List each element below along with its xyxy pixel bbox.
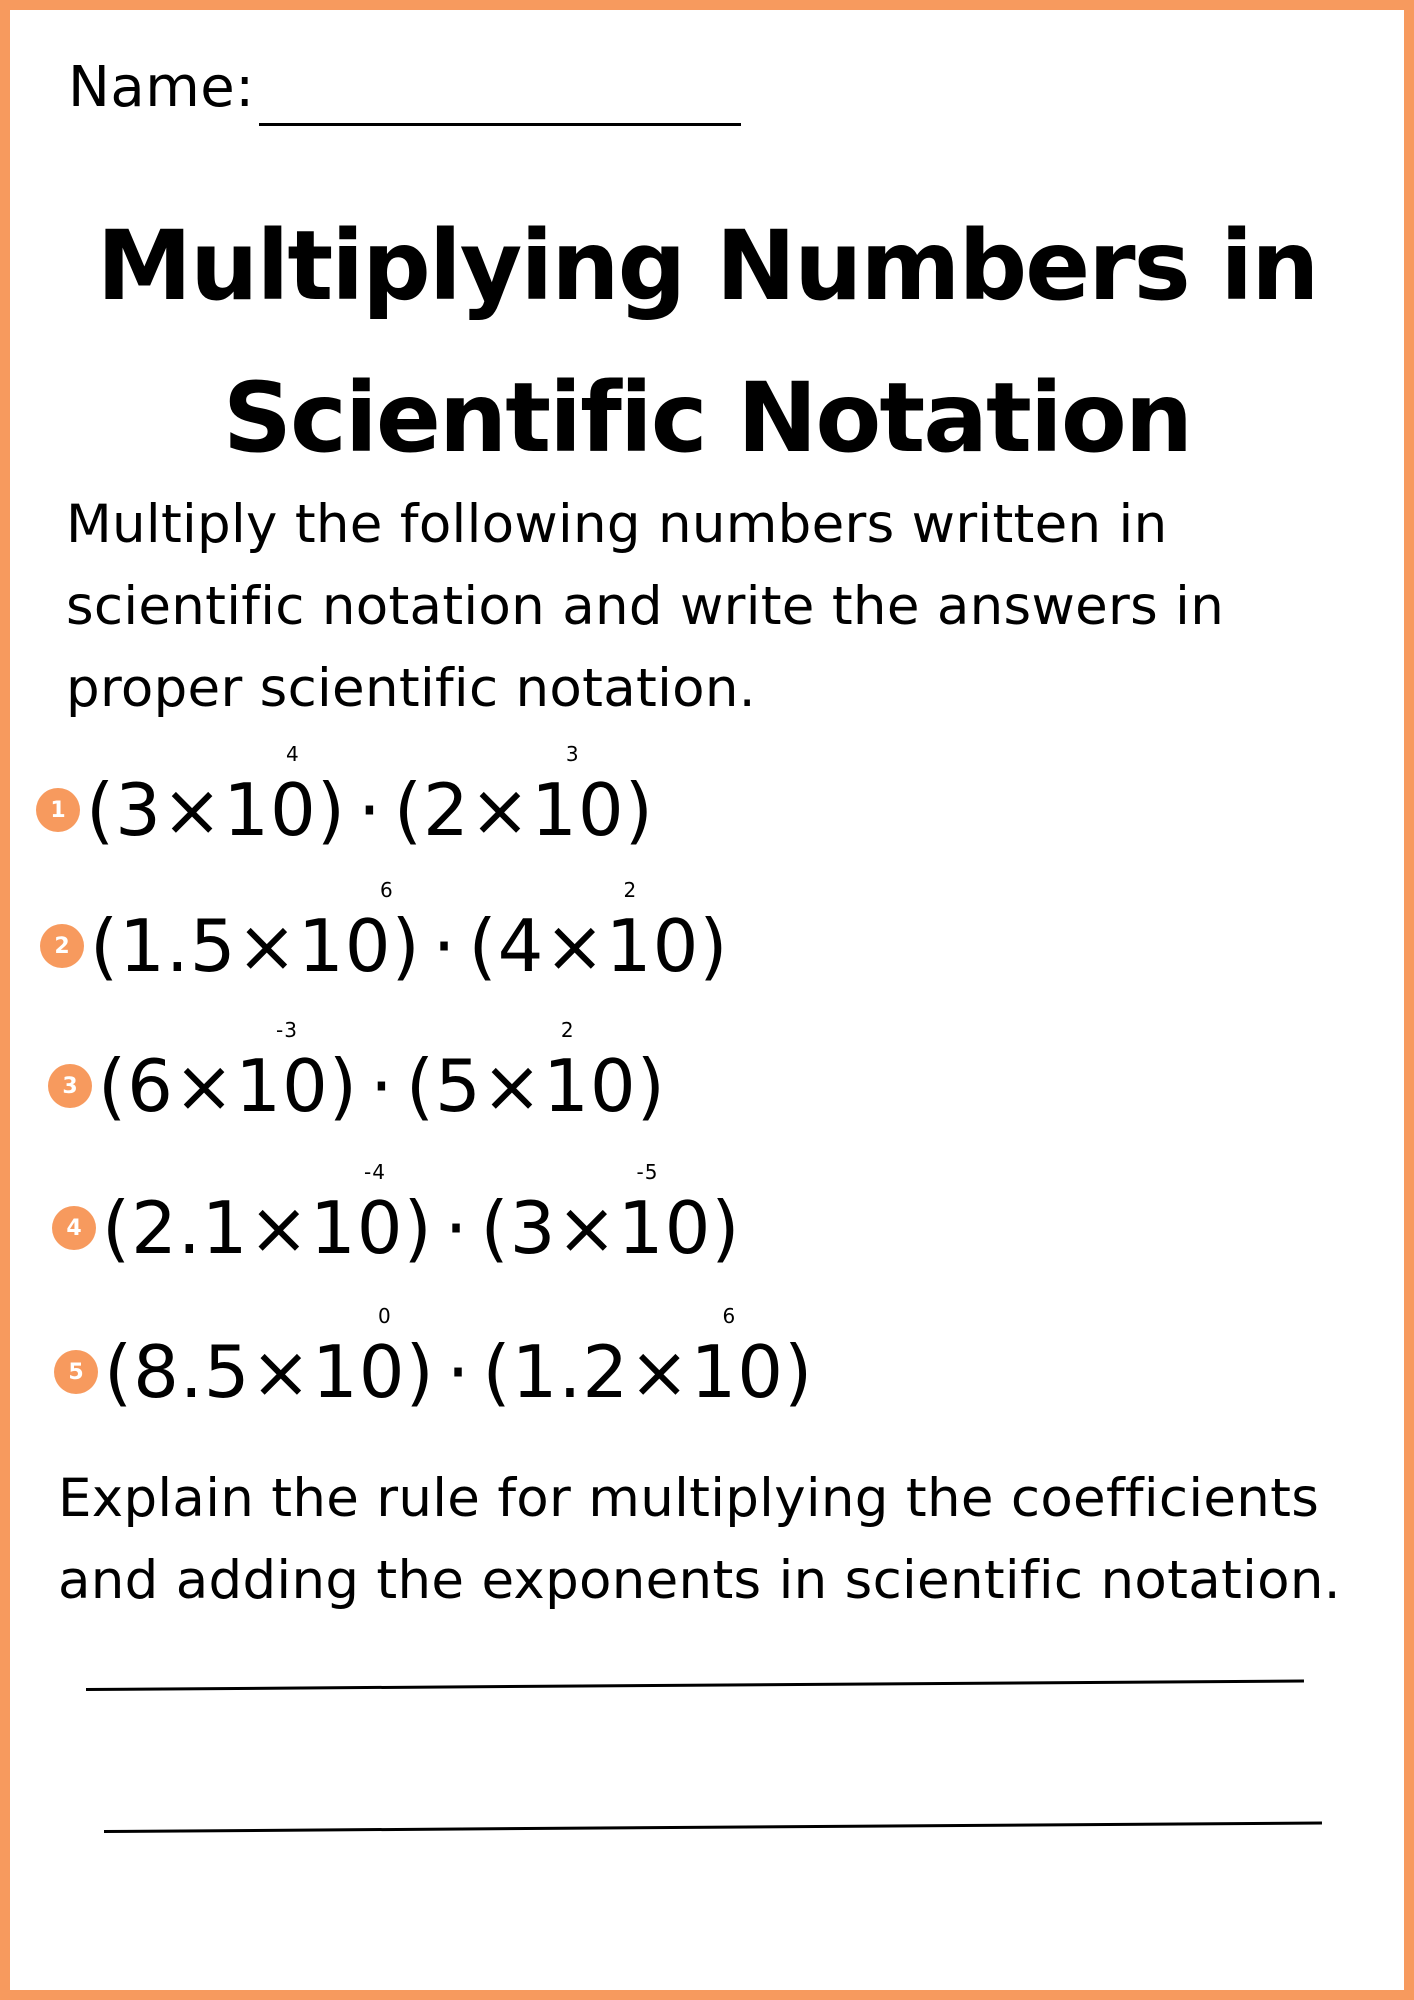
multiply-dot: · [446, 1330, 471, 1414]
problem-expression [86, 742, 654, 852]
problem-4 [52, 1160, 741, 1270]
factor-b [468, 878, 729, 988]
coefficient: 1.5 [119, 904, 237, 988]
close-paren: ) [328, 1044, 358, 1128]
factor-b [405, 1018, 666, 1128]
open-paren: ( [102, 1186, 132, 1270]
exponent: 4 [286, 742, 300, 766]
times-ten: ×10 [161, 768, 317, 852]
times-ten: ×10 [556, 1186, 712, 1270]
problem-3 [48, 1018, 666, 1128]
coefficient: 2 [422, 768, 470, 852]
problem-expression [90, 878, 729, 988]
open-paren: ( [468, 904, 498, 988]
times-ten: ×10 [544, 904, 700, 988]
exponent: 2 [560, 1018, 575, 1042]
close-paren: ) [784, 1330, 814, 1414]
exponent: 0 [378, 1304, 392, 1328]
title-line-2: Scientific Notation [222, 362, 1192, 474]
times-ten: ×10 [629, 1330, 785, 1414]
coefficient: 6 [127, 1044, 174, 1128]
exponent: -5 [636, 1160, 659, 1184]
problem-expression [102, 1160, 741, 1270]
times-ten: ×10 [250, 1330, 406, 1414]
factor-a [98, 1018, 358, 1128]
coefficient: 8.5 [133, 1330, 251, 1414]
coefficient: 4 [497, 904, 545, 988]
problem-number-badge: 3 [48, 1064, 92, 1108]
close-paren: ) [699, 904, 729, 988]
factor-b [480, 1160, 741, 1270]
open-paren: ( [104, 1330, 134, 1414]
close-paren: ) [391, 904, 421, 988]
answer-line-1[interactable] [86, 1679, 1304, 1691]
problem-1 [36, 742, 654, 852]
problem-number-badge: 4 [52, 1206, 96, 1250]
open-paren: ( [90, 904, 120, 988]
name-label: Name: [68, 55, 255, 120]
close-paren: ) [405, 1330, 435, 1414]
coefficient: 5 [434, 1044, 482, 1128]
name-row [68, 55, 741, 120]
coefficient: 3 [509, 1186, 557, 1270]
coefficient: 3 [115, 768, 162, 852]
exponent: 3 [565, 742, 580, 766]
answer-line-2[interactable] [104, 1821, 1322, 1833]
problem-number-badge: 5 [54, 1350, 98, 1394]
times-ten: ×10 [469, 768, 625, 852]
close-paren: ) [403, 1186, 433, 1270]
multiply-dot: · [444, 1186, 469, 1270]
exponent: 6 [722, 1304, 737, 1328]
open-paren: ( [482, 1330, 512, 1414]
exponent: -3 [276, 1018, 298, 1042]
factor-b [393, 742, 654, 852]
factor-a [86, 742, 346, 852]
explain-prompt: Explain the rule for multiplying the coefficients and adding the exponents in scientific notation. [58, 1468, 1341, 1611]
times-ten: ×10 [248, 1186, 404, 1270]
times-ten: ×10 [481, 1044, 637, 1128]
open-paren: ( [480, 1186, 510, 1270]
factor-a [90, 878, 421, 988]
multiply-dot: · [432, 904, 457, 988]
times-ten: ×10 [236, 904, 392, 988]
instructions-text: Multiply the following numbers written in scientific notation and write the answers in proper scientific notation. [66, 494, 1225, 719]
close-paren: ) [624, 768, 654, 852]
name-field[interactable] [259, 123, 741, 126]
close-paren: ) [636, 1044, 666, 1128]
page-title [10, 190, 1404, 494]
problem-number-badge: 1 [36, 788, 80, 832]
close-paren: ) [711, 1186, 741, 1270]
exponent: -4 [364, 1160, 386, 1184]
close-paren: ) [316, 768, 346, 852]
problem-2 [40, 878, 729, 988]
factor-a [102, 1160, 433, 1270]
exponent: 6 [380, 878, 394, 902]
multiply-dot: · [369, 1044, 394, 1128]
problem-number-badge: 2 [40, 924, 84, 968]
multiply-dot: · [357, 768, 382, 852]
problem-5 [54, 1304, 814, 1414]
problem-expression [104, 1304, 814, 1414]
times-ten: ×10 [173, 1044, 329, 1128]
coefficient: 1.2 [511, 1330, 630, 1414]
open-paren: ( [98, 1044, 128, 1128]
exponent: 2 [623, 878, 638, 902]
coefficient: 2.1 [131, 1186, 249, 1270]
open-paren: ( [86, 768, 116, 852]
title-line-1: Multiplying Numbers in [96, 210, 1318, 322]
factor-b [482, 1304, 814, 1414]
problem-expression [98, 1018, 666, 1128]
open-paren: ( [393, 768, 423, 852]
factor-a [104, 1304, 435, 1414]
open-paren: ( [405, 1044, 435, 1128]
